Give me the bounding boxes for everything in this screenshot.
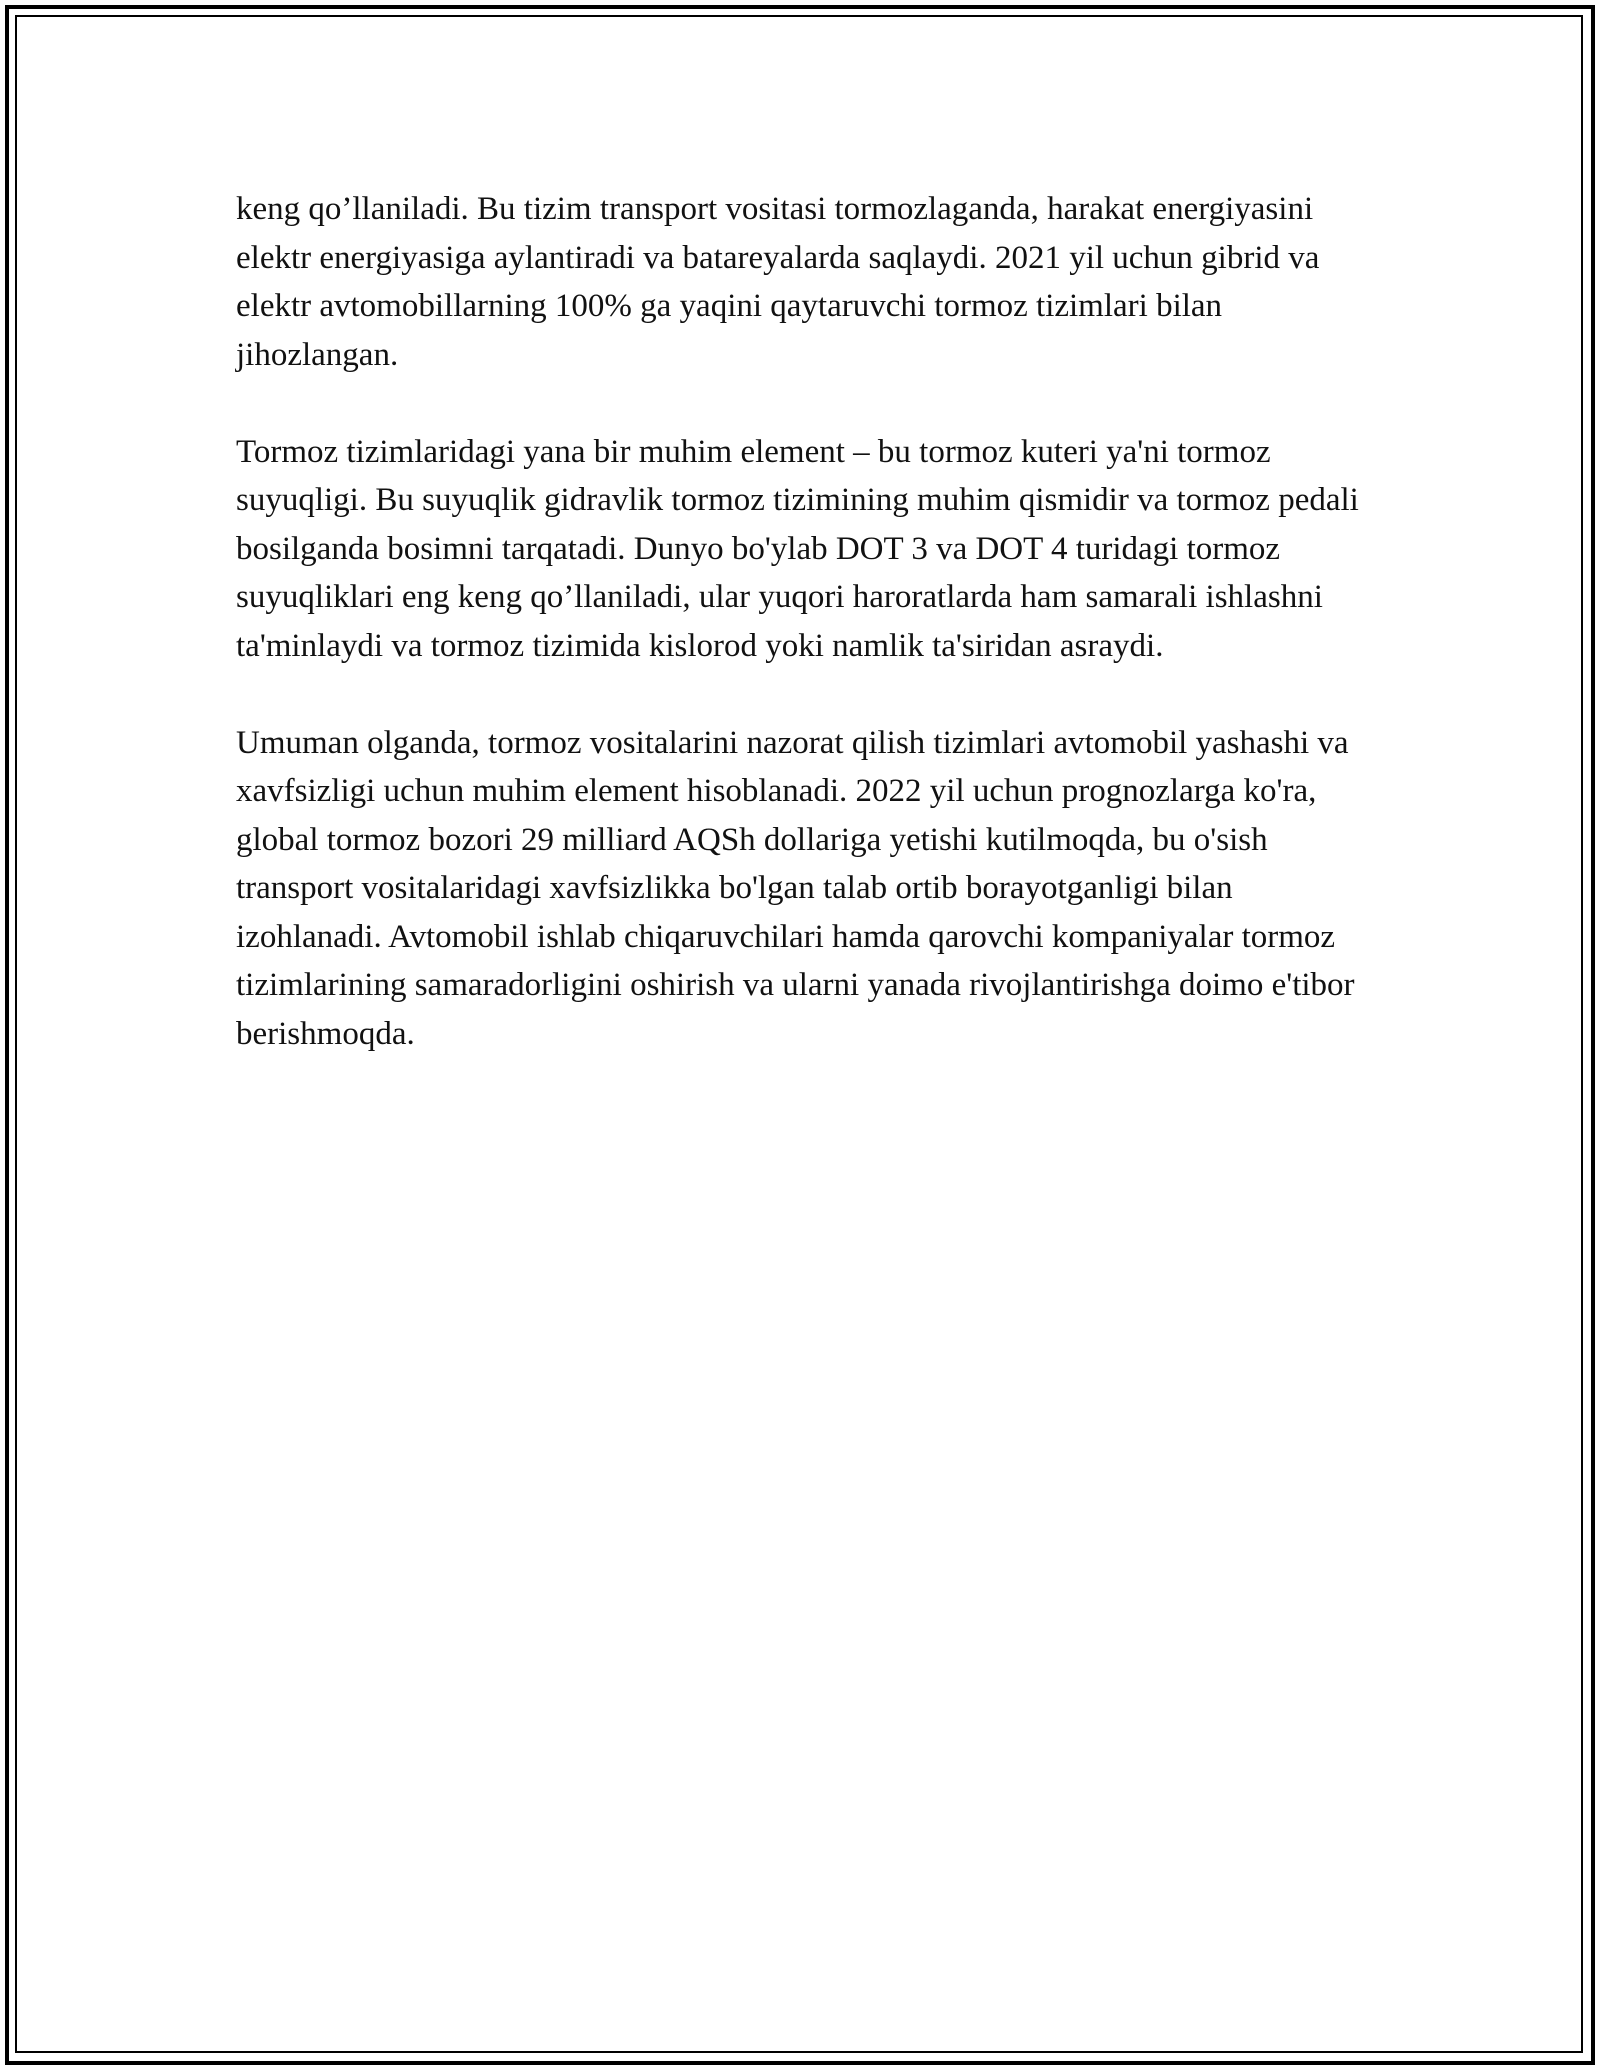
- paragraph-2: Tormoz tizimlaridagi yana bir muhim element – bu tormoz kuteri ya'ni tormoz suyuqligi. Bu suyuqlik gidravlik tormoz tizimining muhim qismidir va tormoz pedali bosilganda bosimni tarqatadi. Dunyo bo'ylab DOT 3 va DOT 4 turidagi tormoz suyuqliklari eng keng qo’llaniladi, ular yuqori haroratlarda ham samarali ishlashni ta'minlaydi va tormoz tizimida kislorod yoki namlik ta'siridan asraydi.: [236, 433, 1359, 664]
- paragraph-3: Umuman olganda, tormoz vositalarini nazorat qilish tizimlari avtomobil yashashi va xavfsizligi uchun muhim element hisoblanadi. 2022 yil uchun prognozlarga ko'ra, global tormoz bozori 29 milliard AQSh dollariga yetishi kutilmoqda, bu o'sish transport vositalaridagi xavfsizlikka bo'lgan talab ortib borayotganligi bilan izohlanadi. Avtomobil ishlab chiqaruvchilari hamda qarovchi kompaniyalar tormoz tizimlarining samaradorligini oshirish va ularni yanada rivojlantirishga doimo e'tibor berishmoqda.: [236, 724, 1355, 1052]
- document-body: [236, 185, 1376, 1107]
- paragraph-1: keng qo’llaniladi. Bu tizim transport vositasi tormozlaganda, harakat energiyasini elektr energiyasiga aylantiradi va batareyalarda saqlaydi. 2021 yil uchun gibrid va elektr avtomobillarning 100% ga yaqini qaytaruvchi tormoz tizimlari bilan jihozlangan.: [236, 191, 1320, 373]
